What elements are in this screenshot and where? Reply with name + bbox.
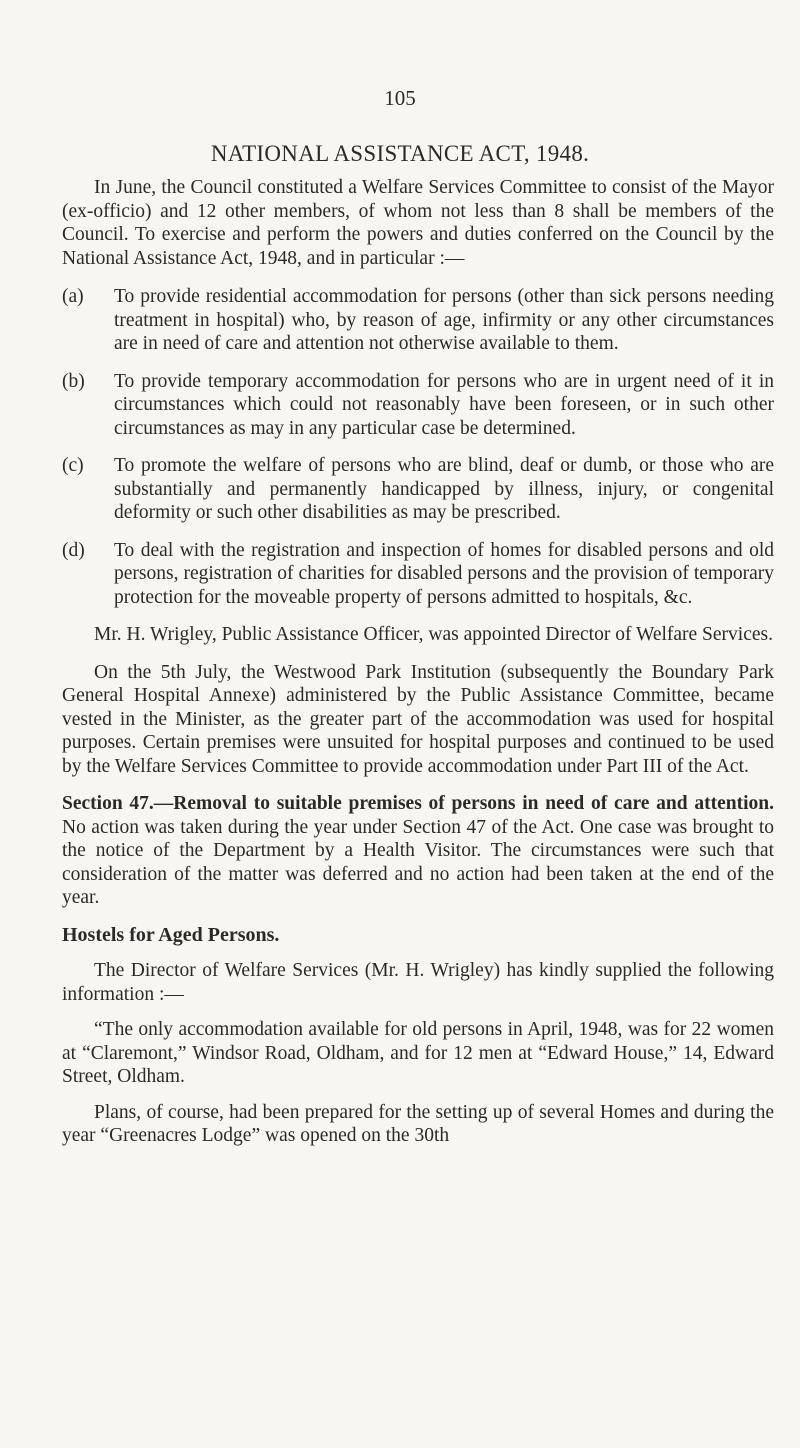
list-item: [62, 370, 774, 441]
list-item-label: (d): [62, 539, 85, 561]
hostels-intro: The Director of Welfare Services (Mr. H. Wrigley) has kindly supplied the following information :—: [62, 960, 774, 1005]
appointment-paragraph: Mr. H. Wrigley, Public Assistance Officer, was appointed Director of Welfare Services.: [94, 624, 773, 645]
section-47-paragraph: [62, 792, 774, 910]
list-item: [62, 454, 774, 525]
hostels-plans: Plans, of course, had been prepared for the setting up of several Homes and during the year “Greenacres Lodge” was opened on the 30th: [62, 1101, 774, 1146]
page-number: 105: [384, 86, 416, 110]
hostels-quote: “The only accommodation available for old persons in April, 1948, was for 22 women at “Claremont,” Windsor Road, Oldham, and for 12 men at “Edward House,” 14, Edward Street, Oldham.: [62, 1019, 774, 1087]
list-item-text: To provide temporary accommodation for persons who are in urgent need of it in circumstances which could not reasonably have been foreseen, or in such other circumstances as may in any particular case be determined.: [114, 370, 774, 439]
list-item-label: (a): [62, 286, 84, 307]
section-47-text: No action was taken during the year under Section 47 of the Act. One case was brought to the notice of the Department by a Health Visitor. The circumstances were such that consideration of the matter was deferred and no action had been taken at the end of the year.: [62, 816, 774, 908]
list-item-text: To provide residential accommodation for persons (other than sick persons needing treatment in hospital) who, by reason of age, infirmity or any other circumstances are in need of care and attention not otherwise available to them.: [114, 286, 774, 354]
list-item: [62, 285, 774, 356]
list-item-label: (c): [62, 455, 84, 476]
list-item: [62, 539, 774, 610]
list-item-text: To deal with the registration and inspection of homes for disabled persons and old persons, registration of charities for disabled persons and the provision of temporary protection for the moveable property of persons admitted to hospitals, &c.: [114, 539, 774, 608]
intro-paragraph: In June, the Council constituted a Welfare Services Committee to consist of the Mayor (ex-officio) and 12 other members, of whom not less than 8 shall be members of the Council. To exercise and perform the powers and duties conferred on the Council by the National Assistance Act, 1948, and in particular :—: [62, 177, 774, 269]
list-item-text: To promote the welfare of persons who are blind, deaf or dumb, or those who are substantially and permanently handicapped by illness, injury, or congenital deformity or such other disabilities as may be prescribed.: [114, 455, 774, 523]
list-item-label: (b): [62, 370, 85, 392]
westwood-paragraph: On the 5th July, the Westwood Park Institution (subsequently the Boundary Park General Hospital Annexe) administered by the Public Assistance Committee, became vested in the Minister, as the greater part of the accommodation was used for hospital purposes. Certain premises were unsuited for hospital purposes and continued to be used by the Welfare Services Committee to provide accommodation under Part III of the Act.: [62, 661, 774, 777]
hostels-heading: Hostels for Aged Persons.: [62, 923, 280, 946]
document-body: [62, 176, 774, 1148]
page-title: NATIONAL ASSISTANCE ACT, 1948.: [210, 141, 590, 166]
section-47-heading: Section 47.—Removal to suitable premises of persons in need of care and attention.: [62, 793, 774, 814]
